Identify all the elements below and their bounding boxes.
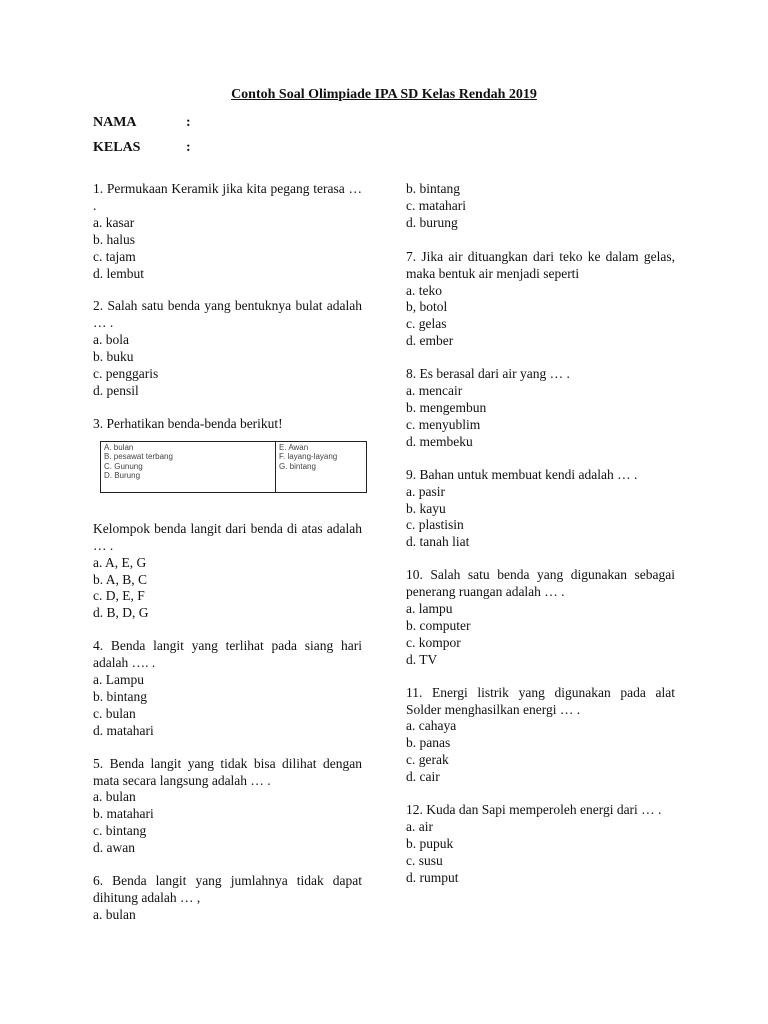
- question-3-option-a: a. A, E, G: [93, 554, 147, 570]
- question-3-option-c: c. D, E, F: [93, 588, 145, 604]
- name-colon: :: [186, 115, 191, 130]
- name-field: [93, 115, 191, 132]
- question-11: [406, 685, 675, 786]
- question-3-stem: Kelompok benda langit dari benda di atas adalah … .: [93, 520, 362, 553]
- question-9-option-b: b. kayu: [406, 500, 446, 516]
- question-11-option-b: b. panas: [406, 735, 451, 751]
- question-6-continued: [406, 181, 675, 232]
- right-column: [406, 181, 675, 903]
- object-item: B. pesawat terbang: [104, 452, 173, 462]
- question-12-stem: 12. Kuda dan Sapi memperoleh energi dari … .: [406, 802, 662, 818]
- question-11-option-c: c. gerak: [406, 752, 449, 768]
- question-7-option-c: c. gelas: [406, 316, 447, 332]
- question-2-option-d: d. pensil: [93, 382, 139, 398]
- question-9-option-a: a. pasir: [406, 483, 445, 499]
- object-item: A. bulan: [104, 442, 134, 452]
- question-5-option-a: a. bulan: [93, 789, 136, 805]
- question-8: [406, 366, 675, 451]
- question-10: [406, 567, 675, 668]
- question-11-stem: 11. Energi listrik yang digunakan pada alat Solder menghasilkan energi … .: [406, 684, 675, 717]
- name-label: NAMA: [93, 115, 137, 130]
- question-4-option-c: c. bulan: [93, 705, 136, 721]
- question-6-option-b: b. bintang: [406, 181, 460, 196]
- question-11-option-d: d. cair: [406, 769, 440, 785]
- question-7-option-b: b, botol: [406, 299, 448, 315]
- question-4-option-d: d. matahari: [93, 722, 154, 738]
- question-1-option-a: a. kasar: [93, 214, 135, 230]
- objects-table-left-cell: [101, 441, 276, 492]
- question-12-option-d: d. rumput: [406, 869, 459, 885]
- object-item: E. Awan: [279, 442, 309, 452]
- question-7-option-a: a. teko: [406, 282, 442, 298]
- question-4-stem: 4. Benda langit yang terlihat pada siang hari adalah …. .: [93, 638, 362, 671]
- question-6-option-a: a. bulan: [93, 906, 136, 922]
- question-9: [406, 467, 675, 552]
- question-4-option-a: a. Lampu: [93, 672, 144, 688]
- class-field: [93, 140, 191, 157]
- question-1-option-d: d. lembut: [93, 265, 144, 281]
- question-1-option-b: b. halus: [93, 231, 135, 247]
- question-8-stem: 8. Es berasal dari air yang … .: [406, 366, 570, 382]
- question-1: [93, 181, 362, 282]
- question-6: [93, 873, 362, 924]
- question-4-option-b: b. bintang: [93, 688, 147, 704]
- question-3-option-b: b. A, B, C: [93, 571, 148, 587]
- question-6-option-d: d. burung: [406, 214, 458, 230]
- question-5: [93, 756, 362, 857]
- question-9-stem: 9. Bahan untuk membuat kendi adalah … .: [406, 466, 638, 482]
- objects-table-right-cell: [276, 441, 367, 492]
- object-item: G. bintang: [279, 461, 316, 471]
- question-7: [406, 249, 675, 350]
- question-7-stem: 7. Jika air dituangkan dari teko ke dalam gelas, maka bentuk air menjadi seperti: [406, 248, 675, 281]
- question-1-option-c: c. tajam: [93, 248, 136, 264]
- question-4: [93, 638, 362, 739]
- object-item: C. Gunung: [104, 461, 143, 471]
- question-3-objects-table: [100, 441, 367, 493]
- object-item: D. Burung: [104, 471, 141, 481]
- question-2-stem: 2. Salah satu benda yang bentuknya bulat adalah … .: [93, 298, 362, 331]
- question-10-option-c: c. kompor: [406, 634, 461, 650]
- question-12-option-b: b. pupuk: [406, 835, 454, 851]
- question-8-option-d: d. membeku: [406, 433, 473, 449]
- question-12-option-a: a. air: [406, 819, 433, 834]
- class-colon: :: [186, 140, 191, 155]
- question-10-option-b: b. computer: [406, 617, 471, 633]
- class-label: KELAS: [93, 140, 141, 155]
- question-5-option-c: c. bintang: [93, 823, 147, 839]
- question-2-option-c: c. penggaris: [93, 366, 159, 382]
- question-7-option-d: d. ember: [406, 333, 454, 349]
- question-9-option-c: c. plastisin: [406, 517, 464, 533]
- document-title: Contoh Soal Olimpiade IPA SD Kelas Rendah 2019: [231, 87, 537, 102]
- question-9-option-d: d. tanah liat: [406, 534, 470, 550]
- question-6-stem: 6. Benda langit yang jumlahnya tidak dapat dihitung adalah … ,: [93, 873, 362, 905]
- question-5-stem: 5. Benda langit yang tidak bisa dilihat dengan mata secara langsung adalah … .: [93, 755, 362, 788]
- question-12: [406, 802, 675, 887]
- question-8-option-a: a. mencair: [406, 383, 463, 399]
- question-10-option-d: d. TV: [406, 651, 438, 667]
- object-item: F. layang-layang: [279, 452, 338, 462]
- question-2: [93, 298, 362, 399]
- question-11-option-a: a. cahaya: [406, 718, 457, 734]
- question-5-option-b: b. matahari: [93, 806, 154, 822]
- question-6-option-c: c. matahari: [406, 197, 466, 213]
- left-column: [93, 181, 362, 940]
- question-3-option-d: d. B, D, G: [93, 605, 149, 621]
- question-12-option-c: c. susu: [406, 852, 443, 868]
- question-1-stem: 1. Permukaan Keramik jika kita pegang terasa … .: [93, 181, 362, 213]
- question-8-option-c: c. menyublim: [406, 416, 481, 432]
- question-3: [93, 416, 362, 493]
- question-10-option-a: a. lampu: [406, 601, 453, 617]
- question-3-intro: 3. Perhatikan benda-benda berikut!: [93, 415, 283, 431]
- question-8-option-b: b. mengembun: [406, 399, 487, 415]
- question-3-body: [93, 521, 362, 622]
- question-2-option-a: a. bola: [93, 332, 129, 348]
- question-2-option-b: b. buku: [93, 349, 134, 365]
- question-10-stem: 10. Salah satu benda yang digunakan sebagai penerang ruangan adalah … .: [406, 567, 675, 600]
- question-5-option-d: d. awan: [93, 840, 135, 856]
